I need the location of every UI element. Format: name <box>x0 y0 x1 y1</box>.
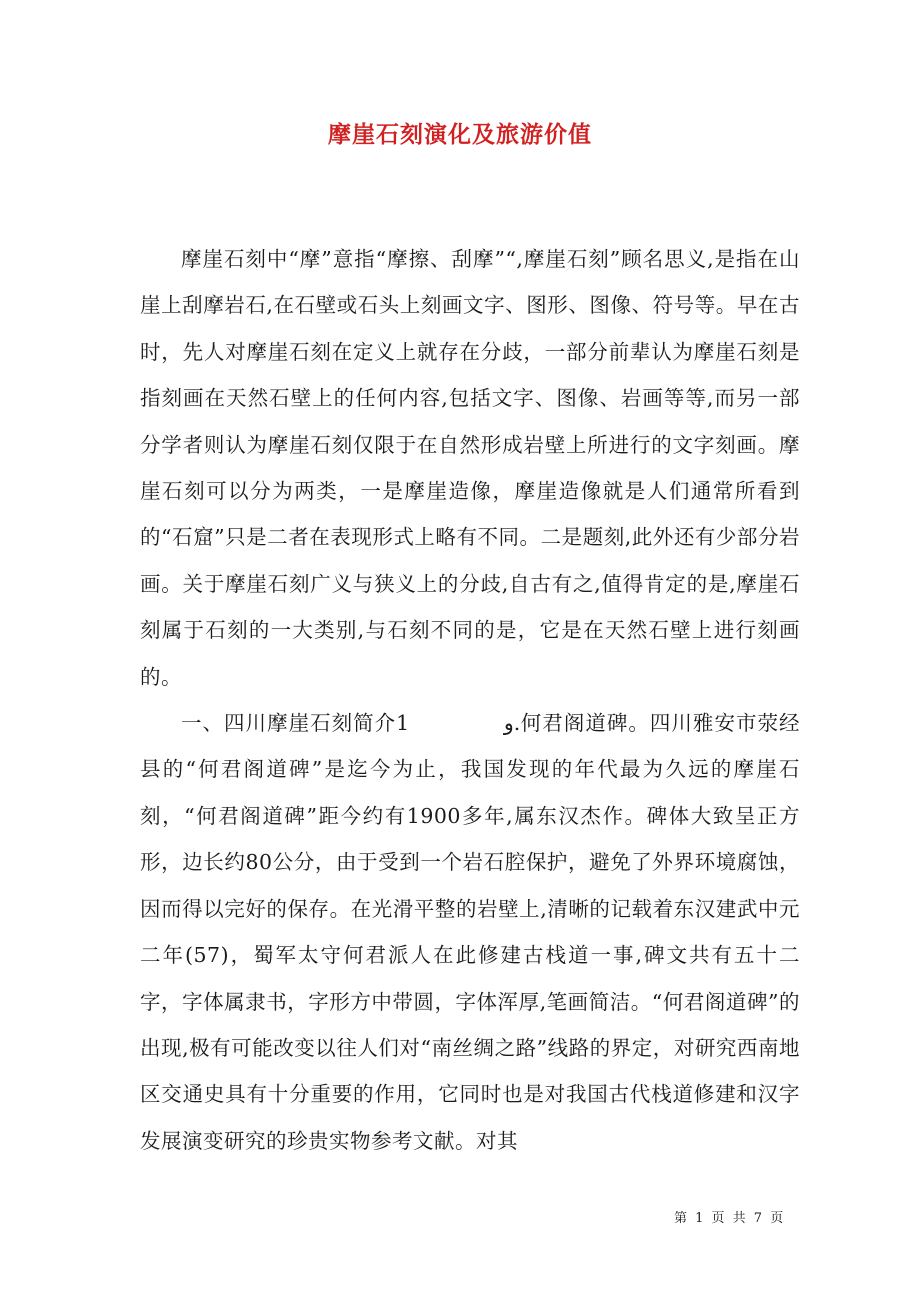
document-body <box>140 236 800 1164</box>
document-title: 摩崖石刻演化及旅游价值 <box>328 121 592 148</box>
page-number-footer: 第 1 页 共 7 页 <box>674 1211 786 1226</box>
paragraph-sichuan-intro: 一、四川摩崖石刻简介1 و.何君阁道碑。四川雅安市荥经县的“何君阁道碑”是迄今为止，我国发现的年代最为久远的摩崖石刻，“何君阁道碑”距今约有1900多年,属东汉杰作。碑体大致呈正方形，边长约80公分，由于受到一个岩石腔保护，避免了外界环境腐蚀，因而得以完好的保存。在光滑平整的岩壁上,清晰的记载着东汉建武中元二年(57)，蜀军太守何君派人在此修建古栈道一事,碑文共有五十二字，字体属隶书，字形方中带圆，字体浑厚,笔画简洁。“何君阁道碑”的出现,极有可能改变以往人们对“南丝绸之路”线路的界定，对研究西南地区交通史具有十分重要的作用，它同时也是对我国古代栈道修建和汉字发展演变研究的珍贵实物参考文献。对其 <box>140 711 800 1153</box>
paragraph-intro: 摩崖石刻中“摩”意指“摩擦、刮摩”“,摩崖石刻”顾名思义,是指在山崖上刮摩岩石,在石壁或石头上刻画文字、图形、图像、符号等。早在古时，先人对摩崖石刻在定义上就存在分歧，一部分前辈认为摩崖石刻是指刻画在天然石壁上的任何内容,包括文字、图像、岩画等等,而另一部分学者则认为摩崖石刻仅限于在自然形成岩壁上所进行的文字刻画。摩崖石刻可以分为两类，一是摩崖造像，摩崖造像就是人们通常所看到的“石窟”只是二者在表现形式上略有不同。二是题刻,此外还有少部分岩画。关于摩崖石刻广义与狭义上的分歧,自古有之,值得肯定的是,摩崖石刻属于石刻的一大类别,与石刻不同的是，它是在天然石壁上进行刻画的。 <box>140 247 800 689</box>
